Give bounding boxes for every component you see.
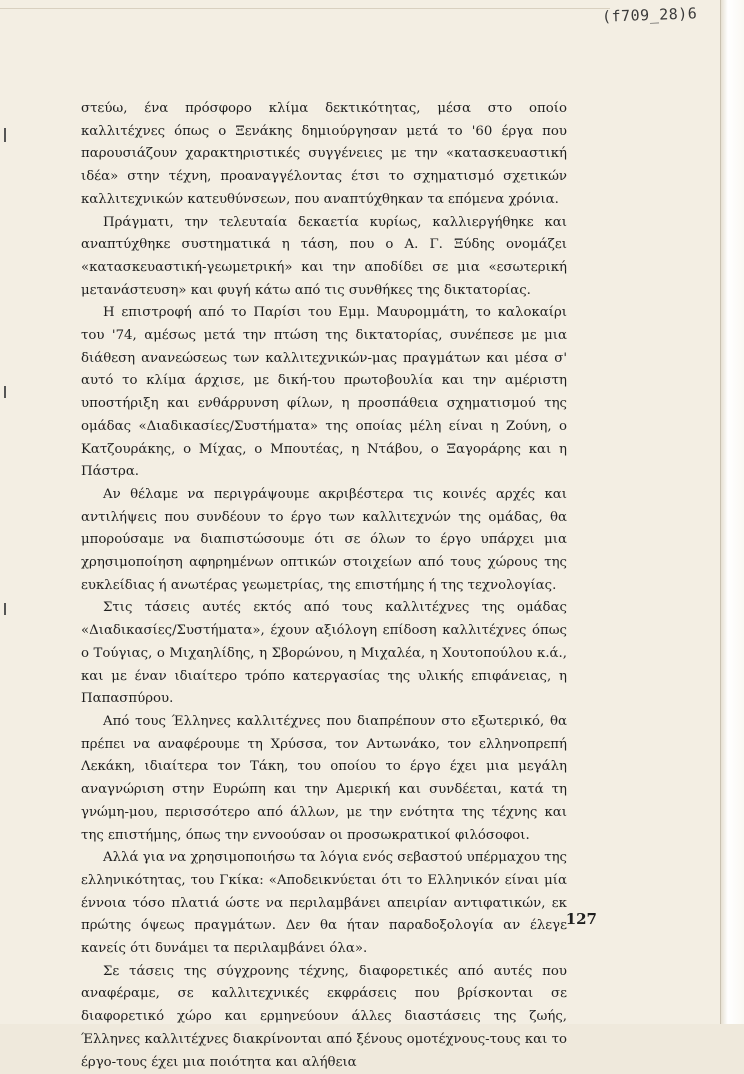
archive-code: (f709_28)6 <box>601 4 698 26</box>
paragraph: στεύω, ένα πρόσφορο κλίμα δεκτικότητας, μέσα στο οποίο καλλιτέχνες όπως ο Ξενάκης δημιούργησαν μετά το '60 έργα που παρουσιάζουν χαρακτηριστικές συγγένειες με την «κατασκευαστική ιδέα» στην τέχνη, προαναγγέλοντας έτσι το σχηματισμό σχετικών καλλιτεχνικών κατευθύνσεων, που αναπτύχθηκαν τα επόμενα χρόνια. <box>81 101 567 207</box>
page-top-edge <box>0 8 610 9</box>
paragraph: Σε τάσεις της σύγχρονης τέχνης, διαφορετικές από αυτές που αναφέραμε, σε καλλιτεχνικές εκφράσεις που βρίσκονται σε διαφορετικό χώρο και ερμηνεύουν άλλες διαστάσεις της ζωής, Έλληνες καλλιτέχνες διακρίνονται από ξένους ομοτέχνους-τους και το έργο-τους έχει μια ποιότητα και αλήθεια <box>81 963 567 1070</box>
paragraph: Πράγματι, την τελευταία δεκαετία κυρίως, καλλιεργήθηκε και αναπτύχθηκε συστηματικά η τάση, που ο Α. Γ. Ξύδης ονομάζει «κατασκευαστική-γεωμετρική» και την αποδίδει σε μια «εσωτερική μετανάστευση» και φυγή κάτω από τις συνθήκες της δικτατορίας. <box>81 214 567 298</box>
paragraph: Από τους Έλληνες καλλιτέχνες που διαπρέπουν στο εξωτερικό, θα πρέπει να αναφέρουμε τη Χρύσσα, τον Αντωνάκο, τον ελληνοπρεπή Λεκάκη, ιδιαίτερα τον Τάκη, του οποίου το έργο έχει μια μεγάλη αναγνώριση στην Ευρώπη και την Αμερική και συνδέεται, κατά τη γνώμη-μου, περισσότερο από άλλων, με την ενότητα της τέχνης και της επιστήμης, όπως την ενvοούσαν οι προσωκρατικοί φιλόσοφοι. <box>81 713 567 843</box>
margin-mark <box>4 603 6 615</box>
margin-mark <box>4 128 6 142</box>
page-right-edge <box>720 0 744 1024</box>
paragraph: Αλλά για να χρησιμοποιήσω τα λόγια ενός σεβαστού υπέρμαχου της ελληνικότητας, του Γκίκα: «Αποδεικνύεται ότι το Ελληνικόν είναι μία έννοια τόσο πλατιά ώστε να περιλαμβάνει απειρίαν αντιφατικών, εκ πρώτης όψεως πραγμάτων. Δεν θα ήταν παραδοξολογία αν έλεγε κανείς ότι δυνάμει τα περιλαμβάνει όλα». <box>81 850 567 957</box>
paragraph: Η επιστροφή από το Παρίσι του Εμμ. Μαυρομμάτη, το καλοκαίρι του '74, αμέσως μετά την πτώση της δικτατορίας, συνέπεσε με μια διάθεση ανανεώσεως των καλλιτεχνικών-μας πραγμάτων και μέσα σ' αυτό το κλίμα άρχισε, με δική-του πρωτοβουλία και την αμέριστη υποστήριξη και ενθάρρυνση φίλων, η προσπάθεια σχηματισμού της ομάδας «Διαδικασίες/Συστήματα» της οποίας μέλη είναι η Ζούνη, ο Κατζουράκης, ο Μίχας, ο Μπουτέας, η Ντάβου, ο Ξαγοράρης και η Πάστρα. <box>81 305 567 480</box>
paragraph: Στις τάσεις αυτές εκτός από τους καλλιτέχνες της ομάδας «Διαδικασίες/Συστήματα», έχουν αξιόλογη επίδοση καλλιτέχνες όπως ο Τούγιας, ο Μιχαηλίδης, η Σβορώνου, η Μιχαλέα, η Χουτοπούλου κ.ά., και με έναν ιδιαίτερο τρόπο κατεργασίας της υλικής επιφάνειας, η Παπασπύρου. <box>81 600 567 707</box>
paragraph: Αν θέλαμε να περιγράψουμε ακριβέστερα τις κοινές αρχές και αντιλήψεις που συνδέουν το έργο των καλλιτεχνών της ομάδας, θα μπορούσαμε να διαπιστώσουμε ότι σε όλων το έργο υπάρχει μια χρησιμοποίηση αφηρημένων οπτικών στοιχείων από τους χώρους της ευκλείδιας ή ανωτέρας γεωμετρίας, της επιστήμης ή της τεχνολογίας. <box>81 486 567 593</box>
page-number: 127 <box>565 910 597 928</box>
body-text <box>81 98 567 1074</box>
margin-mark <box>4 386 6 398</box>
